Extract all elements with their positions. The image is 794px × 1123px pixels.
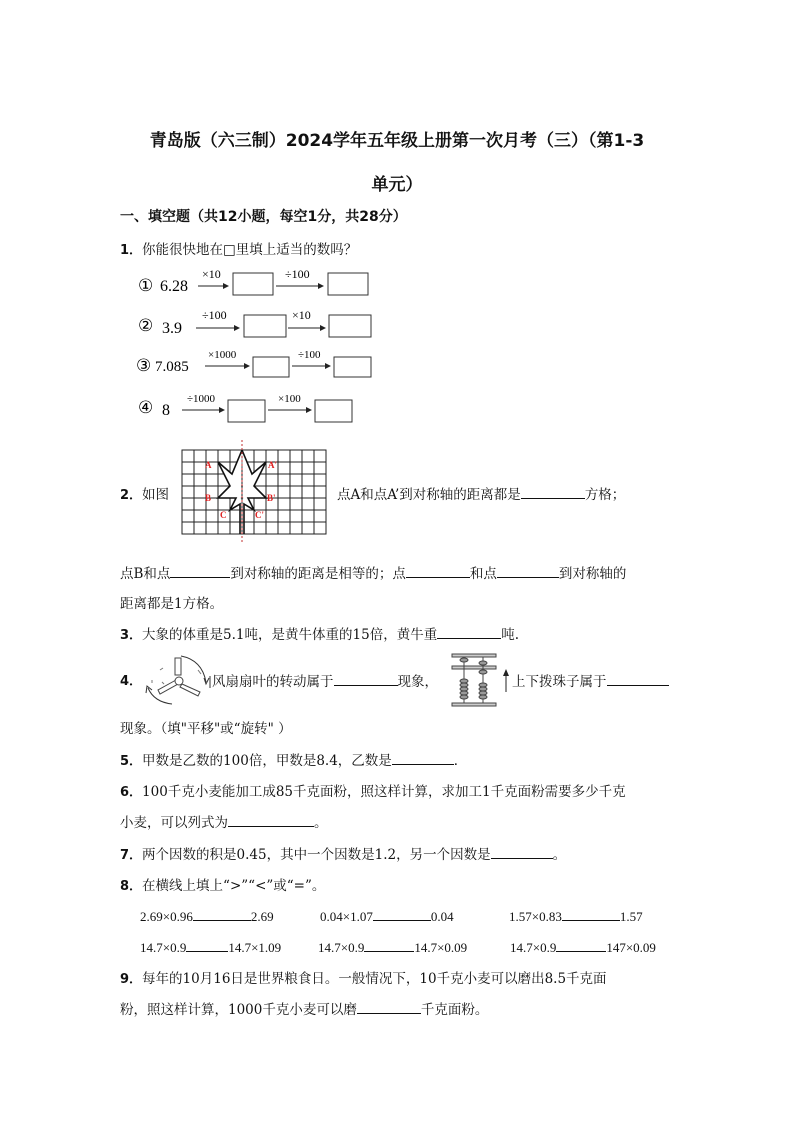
answer-box[interactable] xyxy=(228,400,265,422)
answer-blank[interactable] xyxy=(170,563,230,578)
question-7 xyxy=(120,843,566,863)
answer-blank[interactable] xyxy=(186,937,228,952)
question-text: 小麦，可以列式为 xyxy=(120,815,228,831)
question-text: 到对称轴的距离是相等的；点 xyxy=(230,566,406,582)
q8-comparison-3 xyxy=(509,906,643,925)
expression-right: 14.7×0.09 xyxy=(414,940,468,955)
question-number: 5． xyxy=(120,754,143,769)
question-text: 和点 xyxy=(469,566,497,582)
circled-number-3: ③ xyxy=(136,356,152,375)
question-text: 。 xyxy=(552,847,567,863)
answer-blank[interactable] xyxy=(228,812,314,827)
question-text: 100千克小麦能加工成85千克面粉，照这样计算，求加工1千克面粉需要多少千克 xyxy=(142,784,626,800)
answer-blank[interactable] xyxy=(373,906,431,921)
question-text: ． xyxy=(453,753,468,769)
fan-rotation-icon xyxy=(138,652,212,708)
q1-row-2 xyxy=(138,308,371,337)
point-b-label: B xyxy=(205,493,212,503)
q8-comparison-2 xyxy=(320,906,454,925)
question-text: 到对称轴的 xyxy=(558,566,627,582)
question-6-line2 xyxy=(120,811,328,831)
expression-left: 2.69×0.96 xyxy=(140,909,193,924)
expression-right: 14.7×1.09 xyxy=(228,940,282,955)
question-4-line1-cont xyxy=(512,670,669,690)
question-text: 每年的10月16日是世界粮食日。一般情况下，10千克小麦可以磨出8.5千克面 xyxy=(142,971,607,987)
answer-blank[interactable] xyxy=(607,671,669,686)
answer-box[interactable] xyxy=(315,400,352,422)
answer-blank[interactable] xyxy=(491,844,553,859)
q8-comparison-4 xyxy=(140,937,281,956)
circled-number-4: ④ xyxy=(138,398,154,417)
expression-left: 14.7×0.9 xyxy=(510,940,557,955)
point-c-label: C xyxy=(220,510,227,520)
question-4-line2: 现象。（填"平移"或“旋转" ） xyxy=(120,721,292,737)
point-b-prime-label: B' xyxy=(267,493,276,503)
q1-row-4 xyxy=(138,393,352,422)
question-2-prefix xyxy=(120,483,169,503)
question-3 xyxy=(120,623,519,643)
point-a-prime-label: A' xyxy=(268,460,277,470)
question-1-prompt xyxy=(120,238,357,258)
question-text: 两个因数的积是0.45，其中一个因数是1.2，另一个因数是 xyxy=(142,847,491,863)
answer-blank[interactable] xyxy=(357,999,421,1014)
question-number: 7． xyxy=(120,848,143,863)
question-text: 在横线上填上“>”“<”或“=”。 xyxy=(142,878,326,894)
circled-number-1: ① xyxy=(138,276,154,295)
operation-label: ×100 xyxy=(278,393,301,405)
question-9-line1 xyxy=(120,967,607,987)
question-text: 吨. xyxy=(501,627,519,643)
question-number: 3． xyxy=(120,628,143,643)
operation-label: ÷100 xyxy=(285,267,310,281)
question-text: 粉，照这样计算，1000千克小麦可以磨 xyxy=(120,1002,357,1018)
question-text: 你能很快地在□里填上适当的数吗？ xyxy=(142,242,358,258)
section-heading-fill-in: 一、填空题（共12小题，每空1分，共28分） xyxy=(120,209,407,225)
answer-box[interactable] xyxy=(334,357,371,377)
answer-box[interactable] xyxy=(328,273,368,295)
question-5 xyxy=(120,749,467,769)
question-number: 8． xyxy=(120,879,143,894)
expression-right: 147×0.09 xyxy=(606,940,656,955)
start-value: 6.28 xyxy=(160,278,188,295)
point-a-label: A xyxy=(205,460,212,470)
circled-number-2: ② xyxy=(138,316,154,335)
expression-right: 0.04 xyxy=(430,909,454,924)
document-title-line2: 单元） xyxy=(371,175,423,195)
question-8-prompt xyxy=(120,874,325,894)
q1-row-3 xyxy=(136,349,371,377)
operation-label: ×10 xyxy=(292,308,311,322)
question-text: 现象， xyxy=(397,674,438,690)
operation-label: ×10 xyxy=(202,267,221,281)
q8-comparison-1 xyxy=(140,906,274,925)
question-2-line3: 距离都是1方格。 xyxy=(120,596,224,612)
answer-box[interactable] xyxy=(253,357,289,377)
question-number: 6． xyxy=(120,785,143,800)
operation-label: ÷100 xyxy=(298,349,321,361)
question-text: 风扇扇叶的转动属于 xyxy=(212,674,334,690)
answer-blank[interactable] xyxy=(406,563,470,578)
expression-right: 2.69 xyxy=(250,909,274,924)
q8-comparison-6 xyxy=(510,937,656,956)
expression-left: 14.7×0.9 xyxy=(318,940,365,955)
start-value: 8 xyxy=(162,402,170,419)
point-c-prime-label: C' xyxy=(255,510,264,520)
answer-box[interactable] xyxy=(244,315,286,337)
q8-comparison-5 xyxy=(318,937,467,956)
answer-blank[interactable] xyxy=(364,937,414,952)
question-number: 1． xyxy=(120,243,143,258)
answer-blank[interactable] xyxy=(497,563,559,578)
expression-left: 14.7×0.9 xyxy=(140,940,187,955)
question-text: 甲数是乙数的100倍，甲数是8.4，乙数是 xyxy=(142,753,392,769)
question-text: 点B和点 xyxy=(120,566,171,582)
answer-blank[interactable] xyxy=(193,906,251,921)
question-text: 如图 xyxy=(142,487,170,503)
question-2-line2 xyxy=(120,562,626,582)
expression-left: 0.04×1.07 xyxy=(320,909,373,924)
question-6-line1 xyxy=(120,780,626,800)
maple-leaf-grid-figure xyxy=(180,440,330,545)
document-title-line1: 青岛版（六三制）2024学年五年级上册第一次月考（三）（第1-3 xyxy=(149,131,645,151)
answer-box[interactable] xyxy=(233,273,273,295)
question-text: 千克面粉。 xyxy=(420,1002,489,1018)
expression-right: 1.57 xyxy=(619,909,643,924)
operation-label: ÷1000 xyxy=(187,393,216,405)
question-text: 方格； xyxy=(584,487,626,503)
question-number: 2． xyxy=(120,488,143,503)
answer-blank[interactable] xyxy=(562,906,620,921)
operation-label: ÷100 xyxy=(202,308,227,322)
start-value: 3.9 xyxy=(162,320,182,337)
expression-left: 1.57×0.83 xyxy=(509,909,562,924)
answer-blank[interactable] xyxy=(556,937,606,952)
question-text: 上下拨珠子属于 xyxy=(512,674,607,690)
abacus-icon xyxy=(448,652,512,708)
operation-label: ×1000 xyxy=(208,349,237,361)
question-text: 点A和点A’到对称轴的距离都是 xyxy=(337,487,521,503)
answer-blank[interactable] xyxy=(334,671,398,686)
answer-box[interactable] xyxy=(329,315,371,337)
question-number: 9． xyxy=(120,972,143,987)
question-text: 大象的体重是5.1吨，是黄牛体重的15倍，黄牛重 xyxy=(142,627,438,643)
question-text: 。 xyxy=(314,815,328,831)
answer-blank[interactable] xyxy=(437,624,501,639)
question-4-line1 xyxy=(212,670,438,690)
question-9-line2 xyxy=(120,998,488,1018)
question-number: 4． xyxy=(120,674,143,689)
start-value: 7.085 xyxy=(155,359,189,375)
q1-row-1 xyxy=(138,267,368,295)
answer-blank[interactable] xyxy=(392,750,454,765)
question-2-line1 xyxy=(337,483,625,503)
q1-arrow-chain-figure xyxy=(130,262,390,432)
answer-blank[interactable] xyxy=(521,484,585,499)
